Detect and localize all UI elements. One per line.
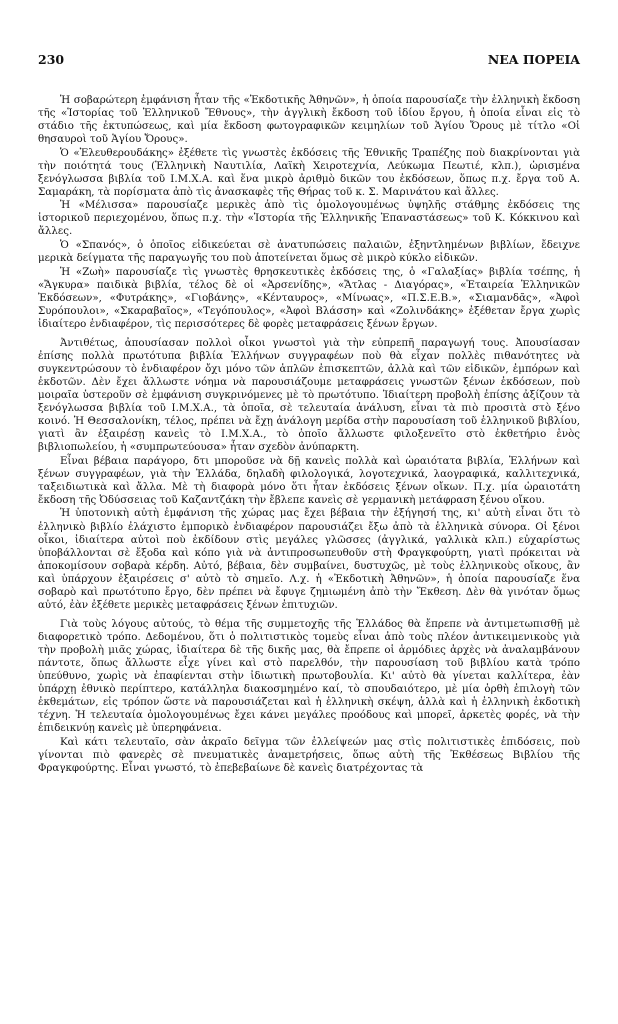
paragraph: Καὶ κάτι τελευταῖο, σὰν ἀκραῖο δεῖγμα τῶν ἐλλείψεών μας στὶς πολιτιστικὲς ἐπιδόσεις, ποὺ γίνονται πιὸ φανερὲς σὲ πνευματικὲς ἀναμετρήσεις, ὅπως αὐτὴ τῆς Ἐκθέσεως Βιβλίου τῆς Φραγκφούρτης. Εἶναι γνωστό, τὸ ἐπεβεβαίωνε δὲ κανεὶς διατρέχοντας τὰ xyxy=(38,735,580,774)
paragraph: Γιὰ τοὺς λόγους αὐτούς, τὸ θέμα τῆς συμμετοχῆς τῆς Ἑλλάδος θὰ ἔπρεπε νὰ ἀντιμετωπισθῇ μὲ διαφορετικὸ τρόπο. Δεδομένου, ὅτι ὁ πολιτιστικὸς τομεὺς εἶναι ἀπὸ τοὺς πλέον ἀντικειμενικοὺς γιὰ τὴν προβολὴ μιᾶς χώρας, ἰδιαίτερα δὲ τῆς δικῆς μας, θὰ ἔπρεπε οἱ ἁρμόδιες ἀρχὲς νὰ ἀναλαμβάνουν πάντοτε, ὅπως ἄλλωστε εἶχε γίνει καὶ στὸ παρελθόν, τὴν παρουσίαση τοῦ βιβλίου κατὰ τρόπο ὑπεύθυνο, χωρὶς νὰ ἐπαφίενται στὴν ἰδιωτικὴ πρωτοβουλία. Κι' αὐτὸ θὰ γίνεται καλλίτερα, ἐὰν ὑπάρχῃ ἐθνικὸ περίπτερο, κατάλληλα διακοσμημένο καί, τὸ σπουδαιότερο, μὲ μία ὀρθὴ ἐπιλογὴ τῶν ἐκθεμάτων, εἰς τρόπον ὥστε νὰ παρουσιάζεται καὶ ἡ ἑλληνικὴ σκέψη, ἀλλὰ καὶ ἡ ἑλληνικὴ ἐκδοτικὴ τέχνη. Ἡ τελευταία ὁμολογουμένως ἔχει κάνει μεγάλες προόδους καὶ μπορεῖ, ἀρκετὲς φορές, νὰ τὴν ἐπιδεικνύῃ κανεὶς μὲ ὑπερηφάνεια. xyxy=(38,617,580,735)
paragraph: Ὁ «Ἐλευθερουδάκης» ἐξέθετε τὶς γνωστὲς ἐκδόσεις τῆς Ἐθνικῆς Τραπέζης ποὺ διακρίνονται γιὰ τὴν ποιότητά τους (Ἑλληνικὴ Ναυτιλία, Λαϊκὴ Χειροτεχνία, Λεύκωμα Πεωτιέ, κλπ.), ὡρισμένα ξενόγλωσσα βιβλία τοῦ Ι.Μ.Χ.Α. καὶ ἕνα μικρὸ ἀριθμὸ δικῶν του ἐκδόσεων, ὅπως π.χ. ἔργα τοῦ Α. Σαμαράκη, τὰ πορίσματα ἀπὸ τὶς ἀνασκαφὲς τῆς Θήρας τοῦ κ. Σ. Μαρινάτου καὶ ἄλλες. xyxy=(38,146,580,198)
page-header xyxy=(38,52,580,67)
paragraph: Ἡ ὑποτονικὴ αὐτὴ ἐμφάνιση τῆς χώρας μας ἔχει βέβαια τὴν ἐξήγησή της, κι' αὐτὴ εἶναι ὅτι τὸ ἑλληνικὸ βιβλίο ἐλάχιστο ἐμπορικὸ ἐνδιαφέρον παρουσιάζει ἔξω ἀπὸ τὰ ἑλληνικὰ σύνορα. Οἱ ξένοι οἶκοι, ἰδιαίτερα αὐτοὶ ποὺ ἐκδίδουν στὶς μεγάλες γλῶσσες (ἀγγλικά, γαλλικὰ κλπ.) εὐχαρίστως ὑποβάλλονται σὲ ἔξοδα καὶ κόπο γιὰ νὰ ἀντιπροσωπευθοῦν στὴ Φραγκφούρτη, γιατὶ πρόκειται νὰ ἀποκομίσουν σοβαρὰ κέρδη. Αὐτό, βέβαια, δὲν συμβαίνει, δυστυχῶς, μὲ τοὺς ἑλληνικοὺς οἴκους, ἂν καὶ ὑπάρχουν ἐξαιρέσεις σ' αὐτὸ τὸ σημεῖο. Λ.χ. ἡ «Ἐκδοτικὴ Ἀθηνῶν», ἡ ὁποία παρουσίαζε ἕνα σοβαρὸ καὶ πρωτότυπο ἔργο, δὲν πρέπει νὰ ἔφυγε ζημιωμένη ἀπὸ τὴν Ἔκθεση. Δὲν θὰ γινόταν ὅμως αὐτό, ἐὰν ἐξέθετε μερικὲς μεταφράσεις ξένων ἐπιτυχιῶν. xyxy=(38,507,580,611)
paragraph: Ὁ «Σπανός», ὁ ὁποῖος εἰδικεύεται σὲ ἀνατυπώσεις παλαιῶν, ἐξηντλημένων βιβλίων, ἔδειχνε μερικὰ δείγματα τῆς παραγωγῆς του ποὺ ἀποτείνεται ὅμως σὲ μικρὸ κύκλο εἰδικῶν. xyxy=(38,239,580,265)
running-title: ΝΕΑ ΠΟΡΕΙΑ xyxy=(487,52,580,67)
paragraph: Ἡ σοβαρώτερη ἐμφάνιση ἦταν τῆς «Ἐκδοτικῆς Ἀθηνῶν», ἡ ὁποία παρουσίαζε τὴν ἑλληνικὴ ἔκδοση τῆς «Ἱστορίας τοῦ Ἑλληνικοῦ Ἔθνους», τὴν ἀγγλικὴ ἔκδοση τοῦ ἰδίου ἔργου, ἡ ὁποία εἶναι εἰς τὸ στάδιο τῆς ἐκτυπώσεως, καὶ μία ἔκδοση φωτογραφικῶν κειμηλίων τοῦ Ἁγίου Ὄρους μὲ τίτλο «Οἱ θησαυροὶ τοῦ Ἁγίου Ὄρους». xyxy=(38,94,580,146)
paragraph: Ἀντιθέτως, ἀπουσίασαν πολλοὶ οἶκοι γνωστοὶ γιὰ τὴν εὐπρεπῆ παραγωγή τους. Ἀπουσίασαν ἐπίσης πολλὰ πρωτότυπα βιβλία Ἑλλήνων συγγραφέων ποὺ θὰ εἶχαν πολλὲς πιθανότητες νὰ συγκεντρώσουν τὸ ἐνδιαφέρον ὄχι μόνο τῶν ἁπλῶν ἐπισκεπτῶν, ἀλλὰ καὶ τῶν εἰδικῶν, ἐμπόρων καὶ ἐκδοτῶν. Δὲν ἔχει ἄλλωστε νόημα νὰ παρουσιάζουμε μεταφράσεις γνωστῶν ξένων ἐκδόσεων, ποὺ μοιραῖα ὑστεροῦν σὲ ἐμφάνιση συγκρινόμενες μὲ τὸ πρωτότυπο. Ἰδιαίτερη προβολὴ ἐπίσης ἀξίζουν τὰ ξενόγλωσσα βιβλία τοῦ Ι.Μ.Χ.Α., τὰ ὁποῖα, σὲ τελευταία ἀνάλυση, εἶναι τὰ πιὸ προσιτὰ στὸ ξένο κοινό. Ἡ Θεσσαλονίκη, τέλος, πρέπει νὰ ἔχῃ ἀνάλογη μερίδα στὴν παρουσίαση τοῦ ἑλληνικοῦ βιβλίου, γιατὶ ἂν ἐξαιρέσῃ κανεὶς τὸ Ι.Μ.Χ.Α., τὸ ὁποῖο ἄλλωστε φιλοξενεῖτο στὸ ἐκθετήριο ἑνὸς βιβλιοπωλείου, ἡ «συμπρωτεύουσα» ἦταν σχεδὸν ἀνύπαρκτη. xyxy=(38,336,580,454)
article-body xyxy=(38,94,580,775)
paragraph: Ἡ «Μέλισσα» παρουσίαζε μερικὲς ἀπὸ τὶς ὁμολογουμένως ὑψηλῆς στάθμης ἐκδόσεις της ἱστορικοῦ περιεχομένου, ὅπως π.χ. τὴν «Ἱστορία τῆς Ἑλληνικῆς Ἐπαναστάσεως» τοῦ Κ. Κόκκινου καὶ ἄλλες. xyxy=(38,199,580,238)
paragraph: Εἶναι βέβαια παράγορο, δτι μποροῦσε νὰ δῇ κανεὶς πολλὰ καὶ ὡραιότατα βιβλία, Ἑλλήνων καὶ ξένων συγγραφέων, γιὰ τὴν Ἑλλάδα, δηλαδὴ φιλολογικά, λογοτεχνικά, λαογραφικά, καλλιτεχνικά, ταξειδιωτικὰ καὶ ἄλλα. Μὲ τὴ διαφορὰ μόνο ὅτι ἦταν ἐκδόσεις ξένων οἴκων. Π.χ. μία ὡραιοτάτη ἔκδοση τῆς Ὀδύσσειας τοῦ Καζαντζάκη τὴν ἔβλεπε κανεὶς σὲ γερμανικὴ μετάφραση ξένου οἴκου. xyxy=(38,454,580,506)
paragraph: Ἡ «Ζωὴ» παρουσίαζε τὶς γνωστὲς θρησκευτικὲς ἐκδόσεις της, ὁ «Γαλαξίας» βιβλία τσέπης, ἡ «Ἄγκυρα» παιδικὰ βιβλία, τέλος δὲ οἱ «Ἀρσενίδης», «Ἄτλας - Διαγόρας», «Ἑταιρεία Ἑλληνικῶν Ἐκδόσεων», «Φυτράκης», «Γιοβάνης», «Κένταυρος», «Μίνωας», «Π.Σ.Ε.Β.», «Σιαμανδᾶς», «Ἀφοὶ Συρόπουλοι», «Σκαραβαῖος», «Τεγόπουλος», «Ἀφοὶ Βλάσση» καὶ «Ζολινδάκης» ἐξέθεταν ἔργα χωρὶς ἰδιαίτερο ἐνδιαφέρον, τὶς περισσότερες δὲ φορὲς μεταφράσεις ξένων ἔργων. xyxy=(38,265,580,330)
page-number: 230 xyxy=(38,52,65,67)
